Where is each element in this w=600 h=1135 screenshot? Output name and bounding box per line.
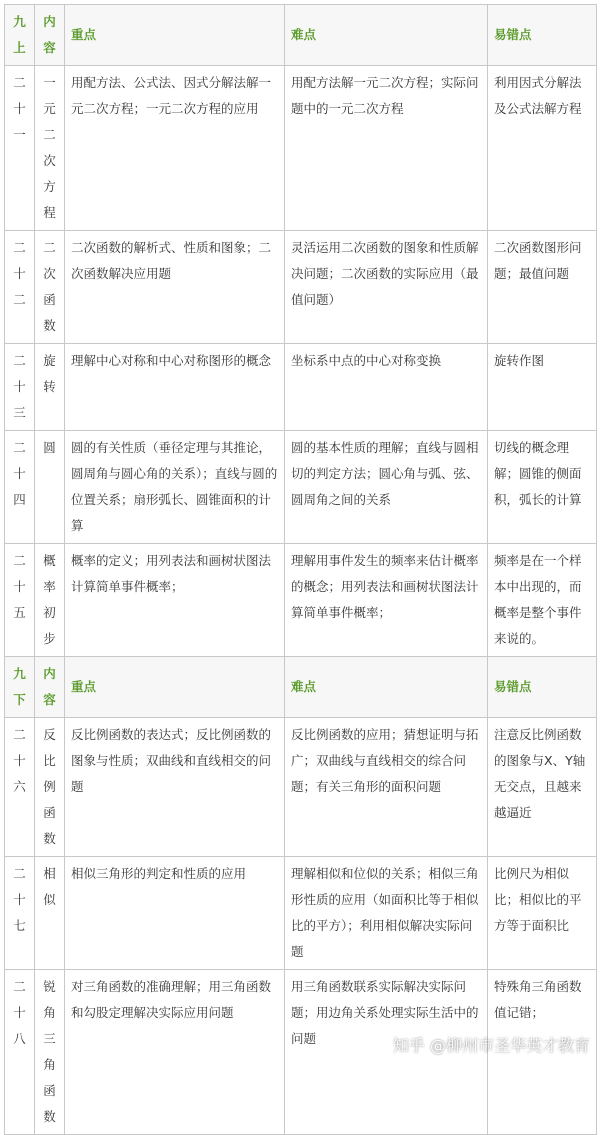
chapter-topic <box>35 66 65 231</box>
difficulties-cell: 灵活运用二次函数的图象和性质解决问题；二次函数的实际应用（最值问题） <box>285 231 488 344</box>
chapter-topic <box>35 544 65 657</box>
column-header-common-errors: 易错点 <box>488 657 597 718</box>
table-row <box>5 857 597 970</box>
key-points-cell: 圆的有关性质（垂径定理与其推论，圆周角与圆心角的关系）；直线与圆的位置关系；扇形弧长、圆锥面积的计算 <box>65 431 285 544</box>
chapter-number-char: 十 <box>13 101 26 116</box>
chapter-topic-char: 二 <box>43 240 56 255</box>
term-label-char: 九 <box>13 14 26 29</box>
difficulties-cell: 用三角函数联系实际解决实际问题；用边角关系处理实际生活中的问题 <box>285 970 488 1135</box>
chapter-topic-char: 步 <box>43 631 56 646</box>
key-points-cell: 对三角函数的准确理解；用三角函数和勾股定理解决实际应用问题 <box>65 970 285 1135</box>
chapter-number-char: 三 <box>13 405 26 420</box>
chapter-number-char: 二 <box>13 727 26 742</box>
chapter-number-char: 二 <box>13 353 26 368</box>
chapter-topic-char: 次 <box>43 153 56 168</box>
column-header-content-char: 内 <box>43 666 56 681</box>
chapter-topic-char: 概 <box>43 553 56 568</box>
chapter-number <box>5 544 35 657</box>
chapter-number-char: 二 <box>13 75 26 90</box>
chapter-number-char: 十 <box>13 1005 26 1020</box>
difficulties-cell: 理解用事件发生的频率来估计概率的概念；用列表法和画树状图法计算简单事件概率； <box>285 544 488 657</box>
table-row <box>5 718 597 857</box>
difficulties-cell: 坐标系中点的中心对称变换 <box>285 344 488 431</box>
chapter-topic-char: 一 <box>43 75 56 90</box>
chapter-number-char: 六 <box>13 779 26 794</box>
chapter-number-char: 四 <box>13 492 26 507</box>
chapter-topic-char: 角 <box>43 1005 56 1020</box>
chapter-number <box>5 231 35 344</box>
column-header-common-errors: 易错点 <box>488 5 597 66</box>
chapter-topic <box>35 970 65 1135</box>
chapter-topic-char: 函 <box>43 805 56 820</box>
term-label-char: 上 <box>13 40 26 55</box>
chapter-number-char: 十 <box>13 753 26 768</box>
term-label-char: 下 <box>13 692 26 707</box>
common-errors-cell: 二次函数图形问题；最值问题 <box>488 231 597 344</box>
chapter-topic-char: 数 <box>43 831 56 846</box>
chapter-topic-char: 相 <box>43 866 56 881</box>
term-label-char: 九 <box>13 666 26 681</box>
difficulties-cell: 圆的基本性质的理解；直线与圆相切的判定方法；圆心角与弧、弦、圆周角之间的关系 <box>285 431 488 544</box>
section-header-row <box>5 5 597 66</box>
chapter-number <box>5 66 35 231</box>
chapter-topic-char: 初 <box>43 605 56 620</box>
chapter-number-char: 十 <box>13 266 26 281</box>
column-header-content-char: 容 <box>43 40 56 55</box>
chapter-number-char: 二 <box>13 979 26 994</box>
chapter-topic-char: 圆 <box>43 440 56 455</box>
watermark: 知乎 @柳州市圣华英才教育 <box>392 1036 590 1055</box>
term-label <box>5 5 35 66</box>
chapter-topic-char: 程 <box>43 205 56 220</box>
common-errors-cell: 频率是在一个样本中出现的，而概率是整个事件来说的。 <box>488 544 597 657</box>
chapter-topic-char: 函 <box>43 1083 56 1098</box>
chapter-topic-char: 三 <box>43 1031 56 1046</box>
chapter-number <box>5 718 35 857</box>
chapter-number <box>5 344 35 431</box>
chapter-number <box>5 857 35 970</box>
difficulties-cell: 用配方法解一元二次方程；实际问题中的一元二次方程 <box>285 66 488 231</box>
column-header-content-char: 内 <box>43 14 56 29</box>
key-points-cell: 反比例函数的表达式；反比例函数的图象与性质；双曲线和直线相交的问题 <box>65 718 285 857</box>
term-label <box>5 657 35 718</box>
chapter-topic-char: 方 <box>43 179 56 194</box>
chapter-topic <box>35 344 65 431</box>
chapter-topic-char: 次 <box>43 266 56 281</box>
chapter-topic-char: 例 <box>43 779 56 794</box>
chapter-topic-char: 似 <box>43 892 56 907</box>
chapter-number <box>5 970 35 1135</box>
column-header-key-points: 重点 <box>65 5 285 66</box>
key-points-cell: 概率的定义；用列表法和画树状图法计算简单事件概率； <box>65 544 285 657</box>
chapter-topic-char: 二 <box>43 127 56 142</box>
column-header-content <box>35 5 65 66</box>
curriculum-table-body <box>5 5 597 1135</box>
common-errors-cell: 注意反比例函数的图象与X、Y轴无交点，且越来越逼近 <box>488 718 597 857</box>
table-row <box>5 66 597 231</box>
chapter-topic <box>35 718 65 857</box>
key-points-cell: 二次函数的解析式、性质和图象；二次函数解决应用题 <box>65 231 285 344</box>
column-header-content-char: 容 <box>43 692 56 707</box>
difficulties-cell: 反比例函数的应用；猜想证明与拓广；双曲线与直线相交的综合问题；有关三角形的面积问题 <box>285 718 488 857</box>
chapter-topic-char: 旋 <box>43 353 56 368</box>
chapter-topic-char: 元 <box>43 101 56 116</box>
chapter-topic-char: 函 <box>43 292 56 307</box>
common-errors-cell: 旋转作图 <box>488 344 597 431</box>
column-header-key-points: 重点 <box>65 657 285 718</box>
column-header-difficulties: 难点 <box>285 5 488 66</box>
chapter-number-char: 十 <box>13 466 26 481</box>
key-points-cell: 理解中心对称和中心对称图形的概念 <box>65 344 285 431</box>
chapter-number-char: 七 <box>13 918 26 933</box>
chapter-number <box>5 431 35 544</box>
common-errors-cell: 利用因式分解法及公式法解方程 <box>488 66 597 231</box>
chapter-topic-char: 转 <box>43 379 56 394</box>
key-points-cell: 用配方法、公式法、因式分解法解一元二次方程；一元二次方程的应用 <box>65 66 285 231</box>
chapter-number-char: 二 <box>13 440 26 455</box>
chapter-number-char: 二 <box>13 240 26 255</box>
chapter-topic <box>35 431 65 544</box>
common-errors-cell: 切线的概念理解；圆锥的侧面积，弧长的计算 <box>488 431 597 544</box>
curriculum-table <box>4 4 597 1135</box>
common-errors-cell: 特殊角三角函数值记错； <box>488 970 597 1135</box>
table-row <box>5 344 597 431</box>
difficulties-cell: 理解相似和位似的关系；相似三角形性质的应用（如面积比等于相似比的平方）；利用相似解决实际问题 <box>285 857 488 970</box>
chapter-topic <box>35 857 65 970</box>
chapter-number-char: 八 <box>13 1031 26 1046</box>
table-row <box>5 431 597 544</box>
table-row <box>5 231 597 344</box>
key-points-cell: 相似三角形的判定和性质的应用 <box>65 857 285 970</box>
chapter-topic-char: 数 <box>43 318 56 333</box>
chapter-number-char: 一 <box>13 127 26 142</box>
chapter-topic-char: 比 <box>43 753 56 768</box>
chapter-number-char: 十 <box>13 579 26 594</box>
column-header-difficulties: 难点 <box>285 657 488 718</box>
section-header-row <box>5 657 597 718</box>
chapter-number-char: 五 <box>13 605 26 620</box>
column-header-content <box>35 657 65 718</box>
chapter-topic-char: 角 <box>43 1057 56 1072</box>
chapter-topic-char: 反 <box>43 727 56 742</box>
chapter-number-char: 十 <box>13 892 26 907</box>
chapter-topic-char: 锐 <box>43 979 56 994</box>
chapter-topic <box>35 231 65 344</box>
chapter-number-char: 二 <box>13 292 26 307</box>
chapter-number-char: 十 <box>13 379 26 394</box>
table-row <box>5 544 597 657</box>
chapter-number-char: 二 <box>13 866 26 881</box>
chapter-number-char: 二 <box>13 553 26 568</box>
chapter-topic-char: 率 <box>43 579 56 594</box>
chapter-topic-char: 数 <box>43 1109 56 1124</box>
common-errors-cell: 比例尺为相似比；相似比的平方等于面积比 <box>488 857 597 970</box>
